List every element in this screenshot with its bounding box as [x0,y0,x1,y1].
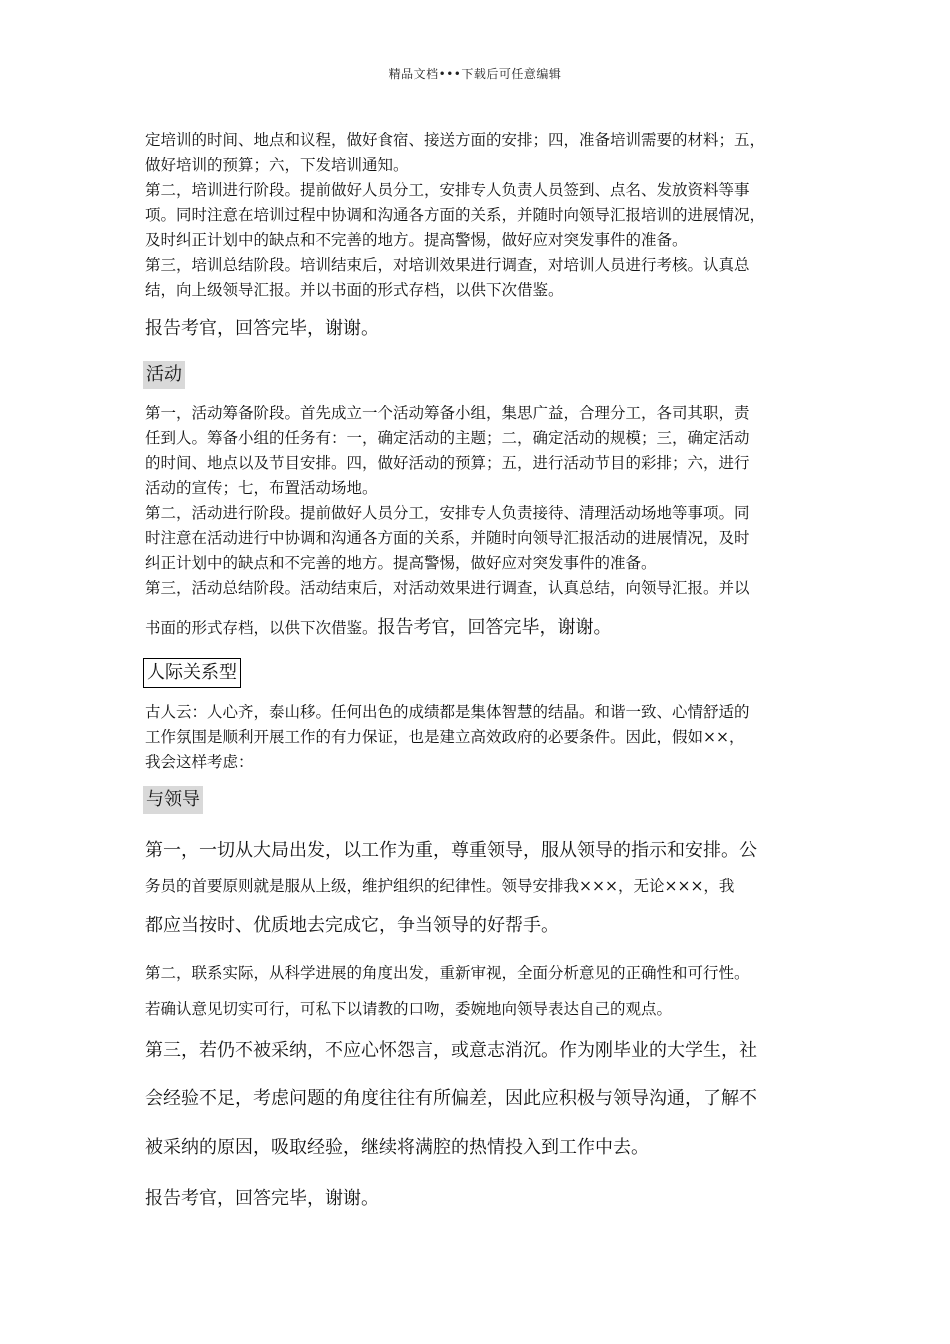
paragraph-line: 第三，若仍不被采纳，不应心怀怨言，或意志消沉。作为刚毕业的大学生，社 [145,1040,757,1061]
paragraph-line: 务员的首要原则就是服从上级，维护组织的纪律性。领导安排我×××，无论×××，我 [145,877,735,895]
page-header: 精品文档•••下载后可任意编辑 [388,67,562,81]
paragraph-line: 第一，活动筹备阶段。首先成立一个活动筹备小组，集思广益，合理分工，各司其职，责 [145,404,750,422]
paragraph-line: 纠正计划中的缺点和不完善的地方。提高警惕，做好应对突发事件的准备。 [145,554,657,572]
paragraph-line: 项。同时注意在培训过程中协调和沟通各方面的关系，并随时向领导汇报培训的进展情况， [145,206,766,224]
paragraph-line: 时注意在活动进行中协调和沟通各方面的关系，并随时向领导汇报活动的进展情况，及时 [145,529,750,547]
paragraph-line: 任到人。筹备小组的任务有：一，确定活动的主题；二，确定活动的规模；三，确定活动 [145,429,750,447]
paragraph-line: 工作氛围是顺利开展工作的有力保证，也是建立高效政府的必要条件。因此，假如××， [145,728,745,746]
paragraph-line: 古人云：人心齐，泰山移。任何出色的成绩都是集体智慧的结晶。和谐一致、心情舒适的 [145,703,750,721]
paragraph-line: 被采纳的原因，吸取经验，继续将满腔的热情投入到工作中去。 [145,1137,649,1158]
paragraph-line: 第三，活动总结阶段。活动结束后，对活动效果进行调查，认真总结，向领导汇报。并以 [145,579,750,597]
paragraph-line: 会经验不足，考虑问题的角度往往有所偏差，因此应积极与领导沟通，了解不 [145,1088,757,1109]
paragraph-line: 若确认意见切实可行，可私下以请教的口吻，委婉地向领导表达自己的观点。 [145,1000,673,1018]
paragraph-line: 第二，联系实际，从科学进展的角度出发，重新审视，全面分析意见的正确性和可行性。 [145,964,750,982]
closing-line: 报告考官，回答完毕，谢谢。 [377,617,612,638]
paragraph-line: 定培训的时间、地点和议程，做好食宿、接送方面的安排；四，准备培训需要的材料；五， [145,131,766,149]
paragraph-line: 第一，一切从大局出发，以工作为重，尊重领导，服从领导的指示和安排。公 [145,840,757,861]
paragraph-line: 结，向上级领导汇报。并以书面的形式存档，以供下次借鉴。 [145,281,564,299]
paragraph-line-mixed [145,613,612,639]
paragraph-line: 我会这样考虑： [145,753,254,771]
paragraph-line: 及时纠正计划中的缺点和不完善的地方。提高警惕，做好应对突发事件的准备。 [145,231,688,249]
mixed-line-text: 书面的形式存档，以供下次借鉴。 [145,619,378,637]
paragraph-line: 第三，培训总结阶段。培训结束后，对培训效果进行调查，对培训人员进行考核。认真总 [145,256,750,274]
closing-line: 报告考官，回答完毕，谢谢。 [145,318,379,339]
closing-line: 报告考官，回答完毕，谢谢。 [145,1188,379,1209]
paragraph-line: 的时间、地点以及节目安排。四，做好活动的预算；五，进行活动节目的彩排；六，进行 [145,454,750,472]
section-heading-with-leader: 与领导 [143,786,203,814]
section-heading-interpersonal: 人际关系型 [143,658,241,688]
paragraph-line: 第二，活动进行阶段。提前做好人员分工，安排专人负责接待、清理活动场地等事项。同 [145,504,750,522]
section-heading-activity: 活动 [143,361,185,389]
paragraph-line: 都应当按时、优质地去完成它，争当领导的好帮手。 [145,915,559,936]
paragraph-line: 第二，培训进行阶段。提前做好人员分工，安排专人负责人员签到、点名、发放资料等事 [145,181,750,199]
paragraph-line: 活动的宣传；七，布置活动场地。 [145,479,378,497]
paragraph-line: 做好培训的预算；六，下发培训通知。 [145,156,409,174]
